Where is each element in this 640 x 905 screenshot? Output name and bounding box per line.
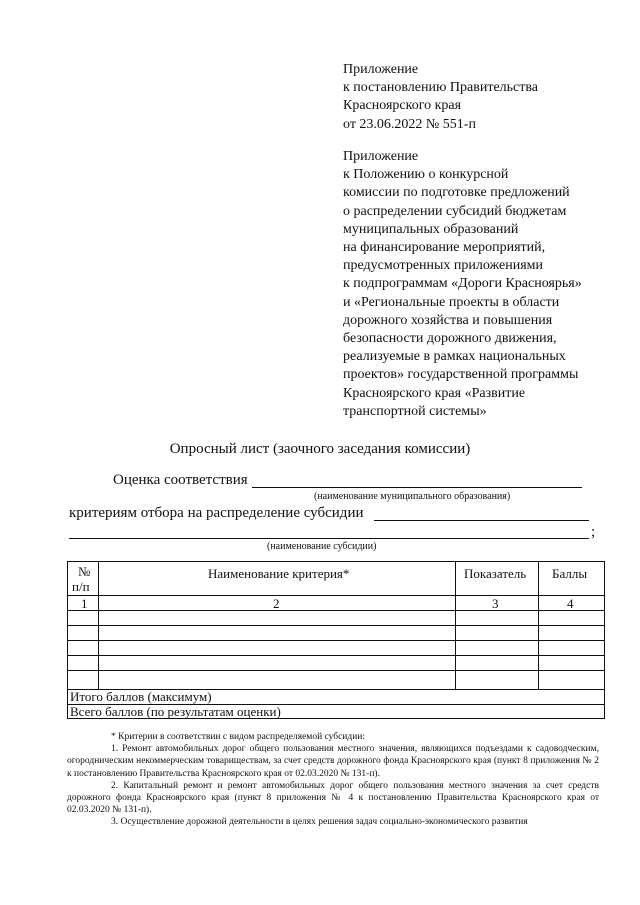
footnote-item: 3. Осуществление дорожной деятельности в целях решения задач социально-экономического развития: [111, 817, 528, 828]
appendix-line: к подпрограммам «Дороги Красноярья»: [343, 276, 582, 292]
row-divider: [68, 595, 604, 596]
header-num: №: [78, 564, 91, 579]
subsidy-input-line-1[interactable]: [374, 520, 589, 521]
header-criterion: Наименование критерия*: [208, 566, 350, 581]
index-cell: 4: [567, 596, 574, 611]
appendix-line: комиссии по подготовке предложений: [343, 185, 570, 201]
index-cell: 2: [273, 596, 280, 611]
criteria-label: критериям отбора на распределение субсидии: [69, 505, 364, 521]
header-num-sub: п/п: [72, 579, 90, 594]
header-block: [343, 61, 538, 134]
appendix-line: на финансирование мероприятий,: [343, 240, 546, 256]
appendix-block: [343, 148, 582, 421]
row-divider: [68, 655, 604, 656]
row-divider: [68, 670, 604, 671]
appendix-line: о распределении субсидий бюджетам: [343, 203, 567, 219]
appendix-line: проектов» государственной программы: [343, 367, 579, 383]
header-line: от 23.06.2022 № 551-п: [343, 116, 476, 132]
appendix-line: безопасности дорожного движения,: [343, 331, 557, 347]
footnote-item: 2. Капитальный ремонт и ремонт автомобильных дорог общего пользования местного значения за счет средств дорожного фонда Красноярского края (пункт 8 приложения № 4 к постановлению Правительства Красноярского края от 02.03.2020 № 131-п).: [67, 780, 599, 816]
footnotes: [67, 731, 599, 829]
appendix-line: и «Региональные проекты в области: [343, 294, 560, 310]
subsidy-hint: (наименование субсидии): [267, 541, 377, 552]
appendix-line: к Положению о конкурсной: [343, 167, 509, 183]
header-line: Приложение: [343, 62, 419, 77]
index-cell: 1: [81, 596, 88, 611]
municipality-hint: (наименование муниципального образования): [314, 491, 511, 502]
total-max-label: Итого баллов (максимум): [70, 689, 212, 704]
header-points: Баллы: [552, 566, 588, 581]
appendix-line: Красноярского края «Развитие: [343, 385, 526, 401]
appendix-line: Приложение: [343, 149, 419, 164]
appendix-line: транспортной системы»: [343, 403, 487, 419]
total-result-label: Всего баллов (по результатам оценки): [70, 704, 281, 719]
appendix-line: реализуемые в рамках национальных: [343, 349, 566, 365]
line-end-mark: ;: [591, 524, 596, 540]
header-line: Красноярского края: [343, 98, 462, 114]
subsidy-input-line-2[interactable]: [69, 538, 589, 539]
footnote-item: 1. Ремонт автомобильных дорог общего пользования местного значения, являющихся подъездами к садоводческим, огородническим некоммерческим товариществам, за счет средств дорожного фонда Красноярского края (пункт 8 приложения № 2 к постановлению Правительства Красноярского края от 02.03.2020 № 131-п).: [67, 744, 599, 779]
row-divider: [68, 610, 604, 611]
index-cell: 3: [492, 596, 499, 611]
appendix-line: предусмотренных приложениями: [343, 258, 544, 274]
footnote-intro: * Критерии в соответствии с видом распределяемой субсидии:: [111, 732, 366, 742]
appendix-line: муниципальных образований: [343, 221, 519, 237]
form-title: Опросный лист (заочного заседания комиссии): [169, 441, 471, 457]
header-indicator: Показатель: [464, 566, 527, 581]
municipality-input-line[interactable]: [252, 487, 582, 488]
assessment-label: Оценка соответствия: [113, 472, 248, 488]
appendix-line: дорожного хозяйства и повышения: [343, 312, 553, 328]
row-divider: [68, 640, 604, 641]
criteria-table: [67, 561, 605, 719]
row-divider: [68, 625, 604, 626]
header-line: к постановлению Правительства: [343, 80, 539, 96]
